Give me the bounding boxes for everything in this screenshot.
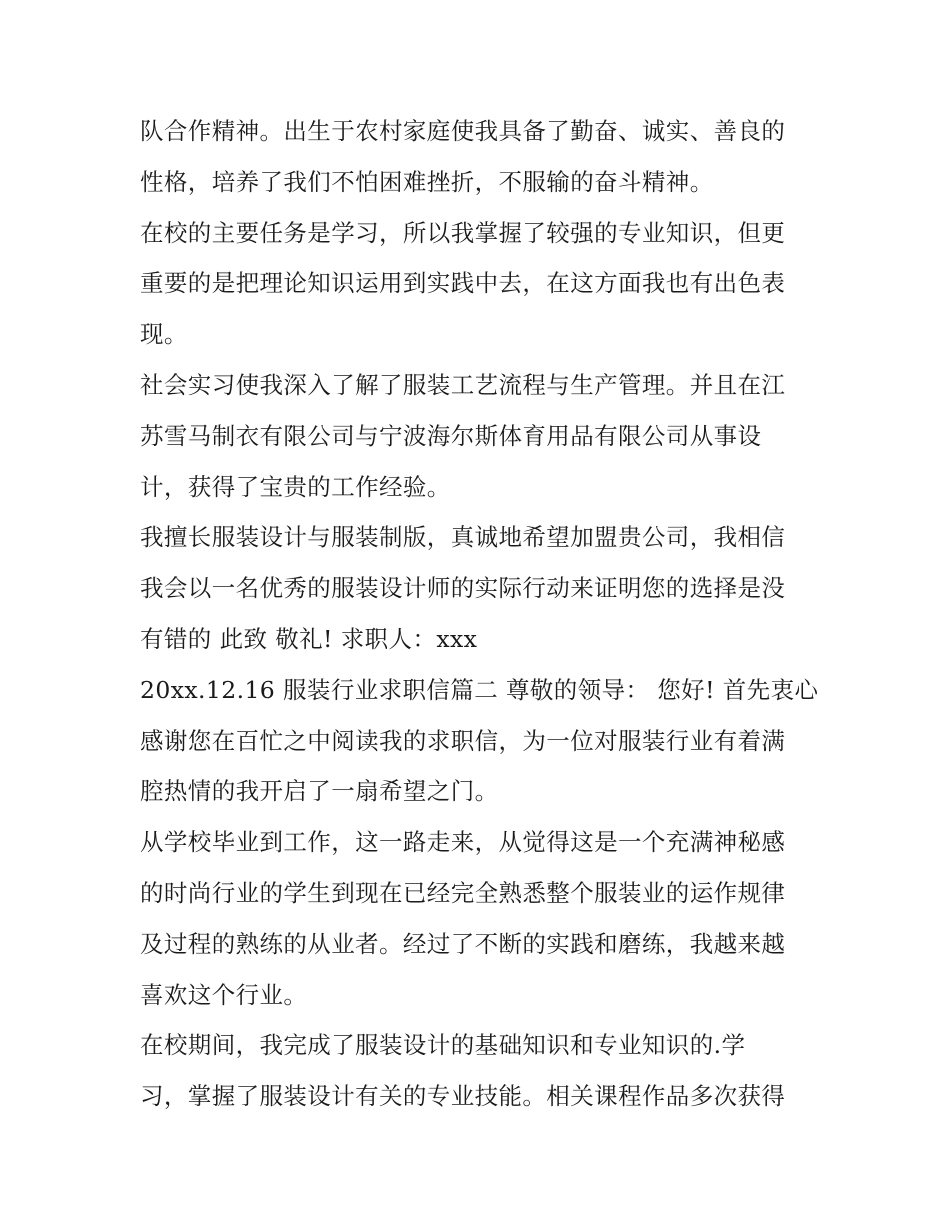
text-line: 社会实习使我深入了解了服装工艺流程与生产管理。并且在江 bbox=[140, 370, 786, 399]
text-line: 腔热情的我开启了一扇希望之门。 bbox=[140, 777, 499, 806]
document-body bbox=[140, 106, 820, 1122]
text-line: 从学校毕业到工作，这一路走来，从觉得这是一个充满神秘感 bbox=[140, 828, 786, 857]
text-line: 喜欢这个行业。 bbox=[140, 980, 308, 1009]
text-line: 在校的主要任务是学习，所以我掌握了较强的专业知识，但更 bbox=[140, 218, 786, 247]
text-line: 在校期间，我完成了服装设计的基础知识和专业知识的.学 bbox=[140, 1031, 746, 1060]
text-line: 20xx.12.16 服装行业求职信篇二 尊敬的领导： 您好! 首先衷心 bbox=[140, 675, 819, 704]
text-line: 现。 bbox=[140, 320, 188, 349]
text-line: 有错的 此致 敬礼! 求职人：xxx bbox=[140, 624, 478, 653]
text-line: 的时尚行业的学生到现在已经完全熟悉整个服装业的运作规律 bbox=[140, 878, 786, 907]
text-line: 计，获得了宝贵的工作经验。 bbox=[140, 472, 451, 501]
text-line: 习，掌握了服装设计有关的专业技能。相关课程作品多次获得 bbox=[140, 1082, 786, 1111]
text-line: 重要的是把理论知识运用到实践中去，在这方面我也有出色表 bbox=[140, 269, 786, 298]
text-line: 及过程的熟练的从业者。经过了不断的实践和磨练，我越来越 bbox=[140, 929, 786, 958]
text-line: 性格，培养了我们不怕困难挫折，不服输的奋斗精神。 bbox=[140, 167, 714, 196]
text-line: 我会以一名优秀的服装设计师的实际行动来证明您的选择是没 bbox=[140, 574, 786, 603]
text-line: 我擅长服装设计与服装制版，真诚地希望加盟贵公司，我相信 bbox=[140, 523, 786, 552]
text-line: 队合作精神。出生于农村家庭使我具备了勤奋、诚实、善良的 bbox=[140, 117, 786, 145]
text-line: 感谢您在百忙之中阅读我的求职信，为一位对服装行业有着满 bbox=[140, 726, 786, 755]
text-line: 苏雪马制衣有限公司与宁波海尔斯体育用品有限公司从事设 bbox=[140, 421, 762, 450]
